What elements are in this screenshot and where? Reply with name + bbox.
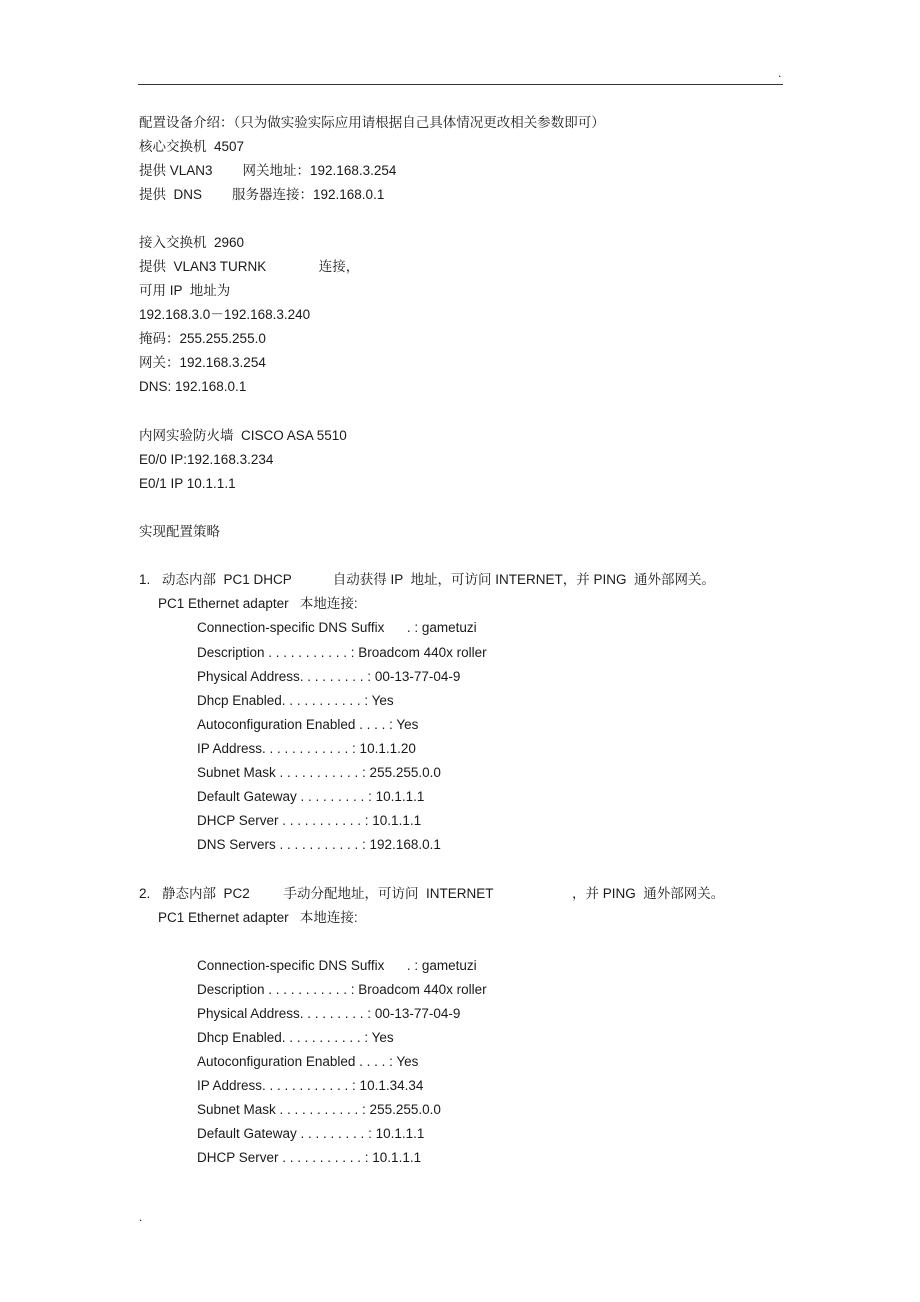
firewall-e01: E0/1 IP 10.1.1.1	[139, 476, 236, 491]
item1-row: DHCP Server . . . . . . . . . . . : 10.1.1.1	[197, 813, 422, 828]
item1-adapter: PC1 Ethernet adapter 本地连接:	[158, 596, 358, 611]
core-dns-line: 提供 DNS 服务器连接：192.168.0.1	[139, 187, 385, 202]
access-ip-range: 192.168.3.0－192.168.3.240	[139, 307, 311, 322]
item2-row: Autoconfiguration Enabled . . . . : Yes	[197, 1054, 419, 1069]
footer-mark: .	[139, 1210, 143, 1224]
item2-heading	[139, 885, 724, 903]
item1-row: Connection-specific DNS Suffix . : gametuzi	[197, 620, 477, 635]
item2-row: Description . . . . . . . . . . . : Broadcom 440x roller	[197, 982, 487, 997]
item1-row: Subnet Mask . . . . . . . . . . . : 255.255.0.0	[197, 765, 441, 780]
header-rule	[138, 84, 783, 85]
header-mark: .	[778, 66, 782, 80]
access-switch-title: 接入交换机 2960	[139, 235, 245, 250]
firewall-title: 内网实验防火墙 CISCO ASA 5510	[139, 428, 347, 443]
access-trunk-line: 提供 VLAN3 TURNK 连接，	[139, 259, 360, 274]
item2-row: Default Gateway . . . . . . . . . : 10.1.1.1	[197, 1126, 425, 1141]
access-gateway: 网关：192.168.3.254	[139, 355, 266, 370]
item1-row: Default Gateway . . . . . . . . . : 10.1.1.1	[197, 789, 425, 804]
item1-row: IP Address. . . . . . . . . . . . : 10.1.1.20	[197, 741, 416, 756]
access-ip-label: 可用 IP 地址为	[139, 283, 231, 298]
item1-row: Autoconfiguration Enabled . . . . : Yes	[197, 717, 419, 732]
intro-title: 配置设备介绍：（只为做实验实际应用请根据自己具体情况更改相关参数即可）	[139, 115, 605, 130]
item1-row: Physical Address. . . . . . . . . : 00-13-77-04-9	[197, 669, 461, 684]
firewall-e00: E0/0 IP:192.168.3.234	[139, 452, 274, 467]
access-mask: 掩码：255.255.255.0	[139, 331, 266, 346]
item1-text: 动态内部 PC1 DHCP 自动获得 IP 地址，可访问 INTERNET，并 PING 通外部网关。	[162, 572, 716, 587]
item2-row: IP Address. . . . . . . . . . . . : 10.1.34.34	[197, 1078, 424, 1093]
item1-row: Dhcp Enabled. . . . . . . . . . . : Yes	[197, 693, 394, 708]
item2-row: DHCP Server . . . . . . . . . . . : 10.1.1.1	[197, 1150, 422, 1165]
item2-number: 2.	[139, 886, 151, 901]
item1-number: 1.	[139, 572, 151, 587]
item2-adapter: PC1 Ethernet adapter 本地连接:	[158, 910, 358, 925]
access-dns: DNS: 192.168.0.1	[139, 379, 247, 394]
core-switch-line: 核心交换机 4507	[139, 139, 245, 154]
item2-row: Dhcp Enabled. . . . . . . . . . . : Yes	[197, 1030, 394, 1045]
item1-heading	[139, 571, 715, 589]
strategy-title: 实现配置策略	[139, 524, 220, 539]
item2-row: Connection-specific DNS Suffix . : gametuzi	[197, 958, 477, 973]
item1-row: Description . . . . . . . . . . . : Broadcom 440x roller	[197, 645, 487, 660]
item2-row: Physical Address. . . . . . . . . : 00-13-77-04-9	[197, 1006, 461, 1021]
item2-row: Subnet Mask . . . . . . . . . . . : 255.255.0.0	[197, 1102, 441, 1117]
item1-row: DNS Servers . . . . . . . . . . . : 192.168.0.1	[197, 837, 441, 852]
core-vlan-line: 提供 VLAN3 网关地址：192.168.3.254	[139, 163, 397, 178]
item2-text: 静态内部 PC2 手动分配地址，可访问 INTERNET ，并 PING 通外部网关。	[162, 886, 725, 901]
